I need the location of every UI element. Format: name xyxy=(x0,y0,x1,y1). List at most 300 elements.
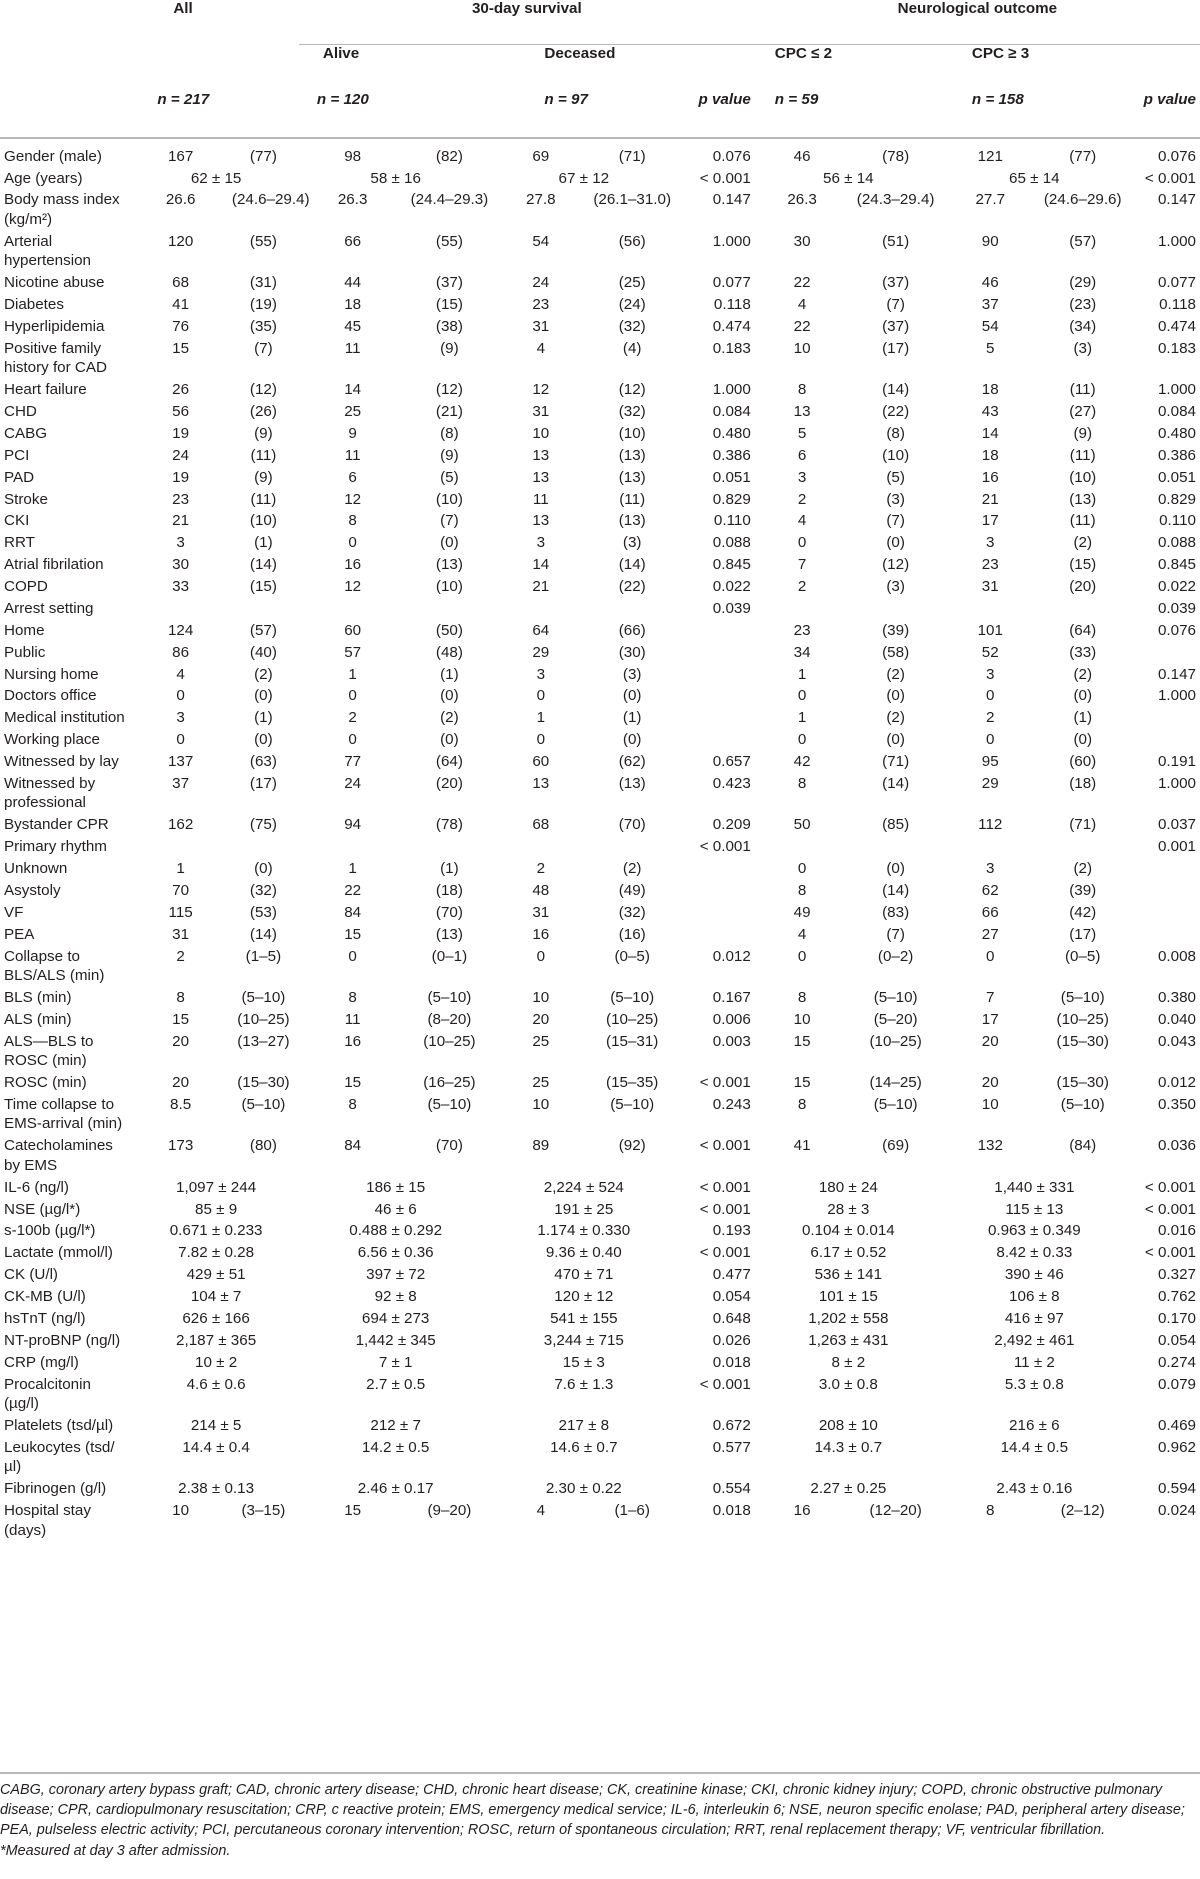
cell-all-value: 4.6 ± 0.6 xyxy=(186,1375,246,1393)
cell-cpc-bad-value: 17 xyxy=(981,1010,999,1028)
cell-cpc-good-value: 41 xyxy=(793,1137,811,1155)
cell-alive-value: 92 ± 8 xyxy=(374,1288,417,1306)
cell-alive-detail: (15) xyxy=(435,296,463,314)
cell-cpc-good-value: 101 ± 15 xyxy=(818,1288,878,1306)
cell-cpc-good-detail: (24.3–29.4) xyxy=(856,191,935,209)
row-label: Age (years) xyxy=(4,169,83,187)
cell-alive-detail: (8) xyxy=(440,424,459,442)
cell-cpc-good-value: 0 xyxy=(797,731,807,749)
cell-cpc-good-detail: (7) xyxy=(886,925,905,943)
cell-deceased-detail: (15–35) xyxy=(606,1074,659,1092)
cell-pvalue-neuro: 0.084 xyxy=(1157,403,1196,421)
cell-cpc-bad-value: 216 ± 6 xyxy=(1009,1416,1060,1434)
cell-alive-detail: (2) xyxy=(440,709,459,727)
cell-deceased-value: 24 xyxy=(532,274,550,292)
cell-deceased-value: 9.36 ± 0.40 xyxy=(545,1244,622,1262)
cell-cpc-bad-detail: (2) xyxy=(1073,665,1092,683)
cell-alive-detail: (12) xyxy=(435,381,463,399)
cell-cpc-good-value xyxy=(755,598,850,620)
cell-cpc-good-value: 22 xyxy=(793,274,811,292)
row-label: Hyperlipidemia xyxy=(4,317,105,335)
cell-cpc-bad-detail: (5–10) xyxy=(1060,1095,1105,1113)
cell-deceased-detail: (71) xyxy=(618,147,646,165)
table-row xyxy=(0,1373,1200,1414)
cell-cpc-good-detail: (0) xyxy=(886,731,905,749)
cell-cpc-bad-value: 3 xyxy=(986,665,995,683)
cell-cpc-bad-detail: (20) xyxy=(1069,578,1097,596)
cell-all-value: 137 xyxy=(167,753,194,771)
row-label: PEA xyxy=(4,925,35,943)
cell-deceased-value: 10 xyxy=(532,1095,550,1113)
cell-cpc-bad-detail: (2) xyxy=(1073,534,1092,552)
cell-all-value: 124 xyxy=(167,621,194,639)
cell-cpc-bad-detail: (15–30) xyxy=(1056,1032,1109,1050)
cell-cpc-bad-detail: (11) xyxy=(1069,381,1096,399)
cell-all-value: 20 xyxy=(172,1032,190,1050)
header-n-cpc-good: n = 59 xyxy=(774,91,819,108)
cell-all-value: 2,187 ± 365 xyxy=(176,1331,257,1349)
table-row xyxy=(0,836,1200,858)
cell-pvalue-survival: 0.243 xyxy=(712,1095,751,1113)
cell-cpc-bad-value: 7 xyxy=(986,988,995,1006)
cell-alive-value: 44 xyxy=(344,274,362,292)
row-label: ALS—BLS to ROSC (min) xyxy=(4,1032,94,1070)
cell-cpc-good-detail: (0) xyxy=(886,687,905,705)
cell-alive-detail: (37) xyxy=(435,274,463,292)
cell-cpc-bad-value: 0.963 ± 0.349 xyxy=(987,1222,1081,1240)
cell-all-value: 26 xyxy=(172,381,190,399)
cell-all-value xyxy=(133,836,228,858)
cell-pvalue-survival: 0.026 xyxy=(712,1331,751,1349)
cell-cpc-good-detail: (37) xyxy=(882,274,910,292)
cell-cpc-bad-detail: (17) xyxy=(1069,925,1097,943)
cell-alive-detail: (38) xyxy=(435,317,463,335)
table-row xyxy=(0,880,1200,902)
row-label: Working place xyxy=(4,731,100,749)
cell-pvalue-neuro: 0.594 xyxy=(1157,1480,1196,1498)
cell-all-value: 214 ± 5 xyxy=(190,1416,242,1434)
cell-pvalue-survival: 0.477 xyxy=(712,1266,751,1284)
cell-alive-detail: (9) xyxy=(440,446,459,464)
cell-alive-detail: (0–1) xyxy=(431,947,468,965)
cell-cpc-bad-value: 5.3 ± 0.8 xyxy=(1004,1375,1064,1393)
cell-pvalue-survival: 0.006 xyxy=(712,1010,751,1028)
cell-cpc-good-value: 4 xyxy=(797,512,807,530)
cell-pvalue-neuro: 0.016 xyxy=(1157,1222,1196,1240)
cell-pvalue-survival: 0.648 xyxy=(712,1309,751,1327)
cell-all-value: 62 ± 15 xyxy=(190,169,242,187)
cell-cpc-bad-value: 54 xyxy=(981,317,999,335)
cell-cpc-good-value: 0 xyxy=(797,687,807,705)
cell-alive-detail: (9) xyxy=(440,339,459,357)
row-label: Catecholamines by EMS xyxy=(4,1137,113,1174)
cell-pvalue-survival: < 0.001 xyxy=(699,1200,751,1218)
cell-pvalue-neuro: 0.077 xyxy=(1157,274,1196,292)
cell-deceased-detail: (30) xyxy=(618,643,646,661)
cell-alive-value: 26.3 xyxy=(337,191,368,209)
cell-deceased-value: 3,244 ± 715 xyxy=(543,1331,624,1349)
cell-pvalue-survival: 0.183 xyxy=(712,339,751,357)
cell-cpc-good-detail: (2) xyxy=(886,665,905,683)
header-n-alive: n = 120 xyxy=(316,91,369,108)
row-label: Witnessed by professional xyxy=(4,774,96,812)
table-row xyxy=(0,1352,1200,1374)
cell-cpc-bad-value: 2,492 ± 461 xyxy=(994,1331,1075,1349)
cell-alive-value: 77 xyxy=(344,753,362,771)
cell-cpc-good-value: 30 xyxy=(793,232,811,250)
cell-deceased-value: 31 xyxy=(532,903,550,921)
table-row xyxy=(0,189,1200,230)
cell-alive-detail: (55) xyxy=(435,232,463,250)
table-row xyxy=(0,685,1200,707)
cell-cpc-good-value: 49 xyxy=(793,903,811,921)
cell-pvalue-neuro: 0.036 xyxy=(1157,1137,1196,1155)
cell-cpc-bad-detail: (11) xyxy=(1069,512,1096,530)
row-label: CABG xyxy=(4,424,48,442)
cell-pvalue-survival: 0.554 xyxy=(712,1480,751,1498)
table-row xyxy=(0,663,1200,685)
cell-pvalue-survival xyxy=(675,620,755,642)
cell-pvalue-survival xyxy=(675,924,755,946)
cell-cpc-bad-detail: (23) xyxy=(1069,296,1097,314)
cell-pvalue-survival xyxy=(675,685,755,707)
cell-cpc-good-detail: (17) xyxy=(882,339,910,357)
cell-all-value: 1,097 ± 244 xyxy=(176,1178,257,1196)
cell-pvalue-survival: 0.012 xyxy=(712,947,751,965)
cell-all-value: 37 xyxy=(172,774,190,792)
cell-cpc-good-value: 536 ± 141 xyxy=(814,1266,883,1284)
cell-cpc-good-detail: (85) xyxy=(882,816,910,834)
cell-cpc-good-value: 4 xyxy=(797,296,807,314)
table-footnote xyxy=(0,1780,1192,1861)
cell-cpc-bad-value: 5 xyxy=(986,339,995,357)
cell-deceased-detail: (16) xyxy=(618,925,646,943)
cell-cpc-bad-detail: (18) xyxy=(1069,774,1097,792)
cell-cpc-good-detail: (12–20) xyxy=(869,1502,922,1520)
cell-all-value: 70 xyxy=(172,881,190,899)
cell-deceased-value: 1 xyxy=(536,709,546,727)
cell-alive-value: 6 xyxy=(348,468,357,486)
cell-all-detail: (19) xyxy=(249,296,277,314)
cell-alive-value: 58 ± 16 xyxy=(370,169,421,187)
table-row xyxy=(0,167,1200,189)
table-row xyxy=(0,423,1200,445)
cell-cpc-good-value: 42 xyxy=(793,753,811,771)
table-row xyxy=(0,1031,1200,1072)
cell-deceased-value: 0 xyxy=(536,687,546,705)
cell-cpc-bad-value: 3 xyxy=(986,860,995,878)
cell-all-value: 15 xyxy=(172,339,190,357)
row-label: Heart failure xyxy=(4,381,87,399)
cell-alive-value: 8 xyxy=(348,1095,357,1113)
cell-pvalue-neuro: 0.076 xyxy=(1157,621,1196,639)
cell-alive-value: 24 xyxy=(344,774,362,792)
cell-cpc-bad-detail: (64) xyxy=(1069,621,1097,639)
cell-cpc-bad-detail: (15) xyxy=(1069,556,1097,574)
cell-alive-value: 2 xyxy=(348,709,357,727)
cell-cpc-bad-detail: (27) xyxy=(1069,403,1097,421)
cell-all-value: 86 xyxy=(172,643,190,661)
cell-all-detail: (1) xyxy=(254,709,273,727)
cell-all-value: 626 ± 166 xyxy=(182,1309,250,1327)
cell-cpc-bad-value: 121 xyxy=(977,147,1003,165)
cell-alive-detail: (0) xyxy=(440,534,459,552)
row-label: Procalcitonin (µg/l) xyxy=(4,1375,91,1413)
cell-cpc-good-detail: (83) xyxy=(882,903,910,921)
cell-pvalue-neuro: 0.110 xyxy=(1159,512,1196,530)
cell-pvalue-survival xyxy=(675,663,755,685)
cell-deceased-value: 4 xyxy=(536,339,546,357)
table-row xyxy=(0,945,1200,986)
cell-pvalue-neuro: 0.183 xyxy=(1157,339,1196,357)
cell-pvalue-survival xyxy=(675,707,755,729)
cell-alive-value: 1 xyxy=(348,665,357,683)
cell-alive-value: 14 xyxy=(344,381,362,399)
cell-cpc-good-detail: (78) xyxy=(882,147,910,165)
cell-all-value: 120 xyxy=(167,232,194,250)
table-row xyxy=(0,751,1200,773)
cell-all-detail: (10–25) xyxy=(237,1010,290,1028)
cell-pvalue-neuro: 0.118 xyxy=(1159,296,1196,314)
table-row xyxy=(0,707,1200,729)
cell-deceased-value: 69 xyxy=(532,147,550,165)
cell-cpc-good-detail: (14–25) xyxy=(869,1074,922,1092)
cell-cpc-good-value: 56 ± 14 xyxy=(823,169,874,187)
cell-cpc-good-detail: (14) xyxy=(882,774,910,792)
cell-alive-detail: (5–10) xyxy=(427,988,472,1006)
cell-cpc-good-detail: (37) xyxy=(882,317,910,335)
cell-deceased-detail: (10) xyxy=(618,424,646,442)
cell-cpc-bad-detail: (2) xyxy=(1073,860,1092,878)
table-row xyxy=(0,814,1200,836)
cell-deceased-value: 27.8 xyxy=(526,191,556,209)
cell-cpc-good-value: 46 xyxy=(793,147,811,165)
cell-pvalue-neuro xyxy=(1127,902,1200,924)
cell-pvalue-survival xyxy=(675,642,755,664)
cell-deceased-detail: (1–6) xyxy=(614,1502,650,1520)
cell-cpc-good-value: 15 xyxy=(793,1074,811,1092)
cell-deceased-value xyxy=(492,836,589,858)
cell-deceased-value: 25 xyxy=(532,1074,550,1092)
cell-all-detail xyxy=(228,598,299,620)
cell-pvalue-neuro: 0.845 xyxy=(1157,556,1196,574)
row-label: Platelets (tsd/µl) xyxy=(4,1416,114,1434)
cell-pvalue-survival: 0.110 xyxy=(713,512,751,530)
cell-cpc-bad-value: 106 ± 8 xyxy=(1009,1288,1060,1306)
cell-alive-value: 57 xyxy=(344,643,362,661)
cell-alive-value: 12 xyxy=(344,490,362,508)
cell-cpc-good-value: 6.17 ± 0.52 xyxy=(810,1244,887,1262)
cell-pvalue-neuro: 0.079 xyxy=(1157,1375,1196,1393)
row-label: Atrial fibrilation xyxy=(4,556,104,574)
cell-all-detail: (77) xyxy=(249,147,277,165)
cell-all-value: 41 xyxy=(172,296,190,314)
table-row xyxy=(0,1415,1200,1437)
cell-cpc-bad-detail: (34) xyxy=(1069,317,1097,335)
row-label: Positive family history for CAD xyxy=(4,339,107,377)
cell-cpc-good-value: 2.27 ± 0.25 xyxy=(810,1480,887,1498)
row-label: Leukocytes (tsd/µl) xyxy=(4,1438,115,1476)
cell-all-detail: (75) xyxy=(249,816,277,834)
footnote-measured: *Measured at day 3 after admission. xyxy=(0,1842,231,1859)
cell-cpc-good-detail: (5–20) xyxy=(873,1010,918,1028)
cell-alive-value: 45 xyxy=(344,317,362,335)
cell-cpc-bad-value: 66 xyxy=(981,903,999,921)
cell-alive-detail: (24.4–29.3) xyxy=(410,191,489,209)
cell-cpc-good-value: 8 xyxy=(797,988,807,1006)
cell-all-detail: (40) xyxy=(249,643,277,661)
cell-cpc-good-value: 7 xyxy=(797,556,807,574)
cell-deceased-detail: (32) xyxy=(618,903,646,921)
cell-pvalue-survival: 0.018 xyxy=(712,1502,751,1520)
cell-pvalue-neuro xyxy=(1127,880,1200,902)
table-row xyxy=(0,576,1200,598)
cell-pvalue-neuro xyxy=(1127,858,1200,880)
cell-pvalue-neuro: 0.170 xyxy=(1157,1309,1196,1327)
cell-cpc-bad-value: 16 xyxy=(981,468,999,486)
row-label: PAD xyxy=(4,468,35,486)
cell-alive-value: 0 xyxy=(348,947,357,965)
cell-alive-value: 94 xyxy=(344,816,362,834)
cell-cpc-bad-value: 0 xyxy=(986,731,995,749)
cell-cpc-bad-value: 31 xyxy=(981,578,999,596)
row-label: Fibrinogen (g/l) xyxy=(4,1480,107,1498)
cell-deceased-value: 217 ± 8 xyxy=(558,1416,610,1434)
cell-deceased-value: 13 xyxy=(532,774,550,792)
table-row xyxy=(0,316,1200,338)
row-label: Time collapse to EMS-arrival (min) xyxy=(4,1095,123,1133)
cell-pvalue-neuro: 0.040 xyxy=(1157,1010,1196,1028)
cell-all-detail: (24.6–29.4) xyxy=(231,191,310,209)
table-row xyxy=(0,1072,1200,1094)
row-label: s-100b (µg/l*) xyxy=(4,1222,96,1240)
cell-deceased-detail: (14) xyxy=(618,556,646,574)
cell-pvalue-neuro xyxy=(1127,924,1200,946)
cell-deceased-detail: (2) xyxy=(622,860,642,878)
cell-pvalue-neuro: 0.037 xyxy=(1157,816,1196,834)
table-row xyxy=(0,1478,1200,1500)
cell-cpc-good-value: 4 xyxy=(797,925,807,943)
cell-deceased-value: 12 xyxy=(532,381,550,399)
cell-pvalue-neuro: 0.147 xyxy=(1157,191,1196,209)
table-row xyxy=(0,510,1200,532)
header-n-all: n = 217 xyxy=(157,91,210,108)
cell-deceased-detail: (3) xyxy=(622,534,642,552)
cell-all-value: 10 ± 2 xyxy=(195,1353,238,1371)
row-label: Witnessed by lay xyxy=(4,753,119,771)
cell-pvalue-survival: 0.003 xyxy=(712,1032,751,1050)
row-label: CRP (mg/l) xyxy=(4,1353,79,1371)
cell-pvalue-neuro: 0.480 xyxy=(1157,424,1196,442)
cell-all-detail: (9) xyxy=(254,468,273,486)
cell-all-value: 68 xyxy=(172,274,190,292)
table-row xyxy=(0,532,1200,554)
cell-alive-value: 16 xyxy=(344,1032,362,1050)
cell-all-value: 24 xyxy=(172,446,190,464)
cell-alive-detail: (5) xyxy=(440,468,459,486)
cell-cpc-good-detail: (5) xyxy=(886,468,905,486)
cell-deceased-value: 68 xyxy=(532,816,550,834)
cell-deceased-detail: (56) xyxy=(618,232,646,250)
cell-pvalue-survival: 0.039 xyxy=(712,599,751,617)
cell-pvalue-neuro xyxy=(1127,729,1200,751)
cell-alive-detail: (10) xyxy=(435,578,463,596)
cell-alive-value: 15 xyxy=(344,1074,362,1092)
cell-cpc-bad-detail: (10) xyxy=(1069,468,1097,486)
table-row xyxy=(0,401,1200,423)
cell-alive-detail: (70) xyxy=(435,1137,463,1155)
cell-pvalue-survival: 0.423 xyxy=(712,774,751,792)
cell-pvalue-survival: 0.076 xyxy=(712,147,751,165)
cell-all-value: 173 xyxy=(167,1137,194,1155)
cell-cpc-bad-detail: (13) xyxy=(1069,490,1097,508)
row-label: CKI xyxy=(4,512,30,530)
cell-all-detail: (10) xyxy=(249,512,277,530)
row-label: Collapse to BLS/ALS (min) xyxy=(4,947,105,985)
cell-cpc-good-value: 208 ± 10 xyxy=(818,1416,878,1434)
cell-cpc-bad-value: 115 ± 13 xyxy=(1005,1200,1064,1218)
cell-alive-value: 8 xyxy=(348,988,357,1006)
cell-cpc-good-value: 8 xyxy=(797,381,807,399)
header-cpc-bad: CPC ≥ 3 xyxy=(971,45,1030,62)
cell-alive-detail: (13) xyxy=(435,925,463,943)
cell-cpc-bad-value: 14 xyxy=(981,424,999,442)
cell-pvalue-survival xyxy=(675,880,755,902)
row-label: NT-proBNP (ng/l) xyxy=(4,1331,121,1349)
table-row xyxy=(0,1198,1200,1220)
cell-alive-detail: (7) xyxy=(440,512,459,530)
cell-alive-value: 22 xyxy=(344,881,362,899)
cell-deceased-detail: (4) xyxy=(622,339,642,357)
table-row xyxy=(0,1286,1200,1308)
cell-deceased-value: 2.30 ± 0.22 xyxy=(545,1480,622,1498)
cell-deceased-detail: (3) xyxy=(622,665,642,683)
cell-all-detail: (3–15) xyxy=(241,1502,286,1520)
cell-all-value: 0.671 ± 0.233 xyxy=(169,1222,263,1240)
cell-deceased-value: 31 xyxy=(532,317,550,335)
cell-all-value: 0 xyxy=(176,731,185,749)
cell-cpc-bad-value: 0 xyxy=(986,687,995,705)
cell-alive-value xyxy=(299,836,407,858)
cell-cpc-bad-value: 132 xyxy=(977,1137,1003,1155)
table-row xyxy=(0,445,1200,467)
cell-deceased-detail: (13) xyxy=(618,468,646,486)
row-label: Arrest setting xyxy=(4,599,94,617)
cell-cpc-bad-value: 101 xyxy=(977,621,1003,639)
cell-all-value: 167 xyxy=(167,147,194,165)
cell-cpc-good-value: 16 xyxy=(793,1502,811,1520)
cell-cpc-good-value: 1 xyxy=(797,709,807,727)
cell-cpc-good-value: 22 xyxy=(793,317,811,335)
table-body xyxy=(0,146,1200,1542)
cell-cpc-good-detail: (7) xyxy=(886,512,905,530)
cell-pvalue-neuro: 0.474 xyxy=(1157,317,1196,335)
table-row xyxy=(0,1242,1200,1264)
cell-cpc-bad-detail: (42) xyxy=(1069,903,1097,921)
cell-all-detail: (1) xyxy=(254,534,273,552)
cell-pvalue-neuro: 0.022 xyxy=(1157,578,1196,596)
cell-all-detail: (12) xyxy=(249,381,277,399)
cell-pvalue-survival: 0.672 xyxy=(712,1416,751,1434)
cell-deceased-detail: (13) xyxy=(618,774,646,792)
cell-cpc-bad-value: 1,440 ± 331 xyxy=(994,1178,1075,1196)
cell-pvalue-neuro: < 0.001 xyxy=(1144,169,1196,187)
cell-alive-detail: (82) xyxy=(435,147,463,165)
cell-all-detail xyxy=(228,836,299,858)
cell-all-value: 429 ± 51 xyxy=(186,1266,246,1284)
cell-deceased-value: 31 xyxy=(532,403,550,421)
row-label: CK-MB (U/l) xyxy=(4,1288,86,1306)
